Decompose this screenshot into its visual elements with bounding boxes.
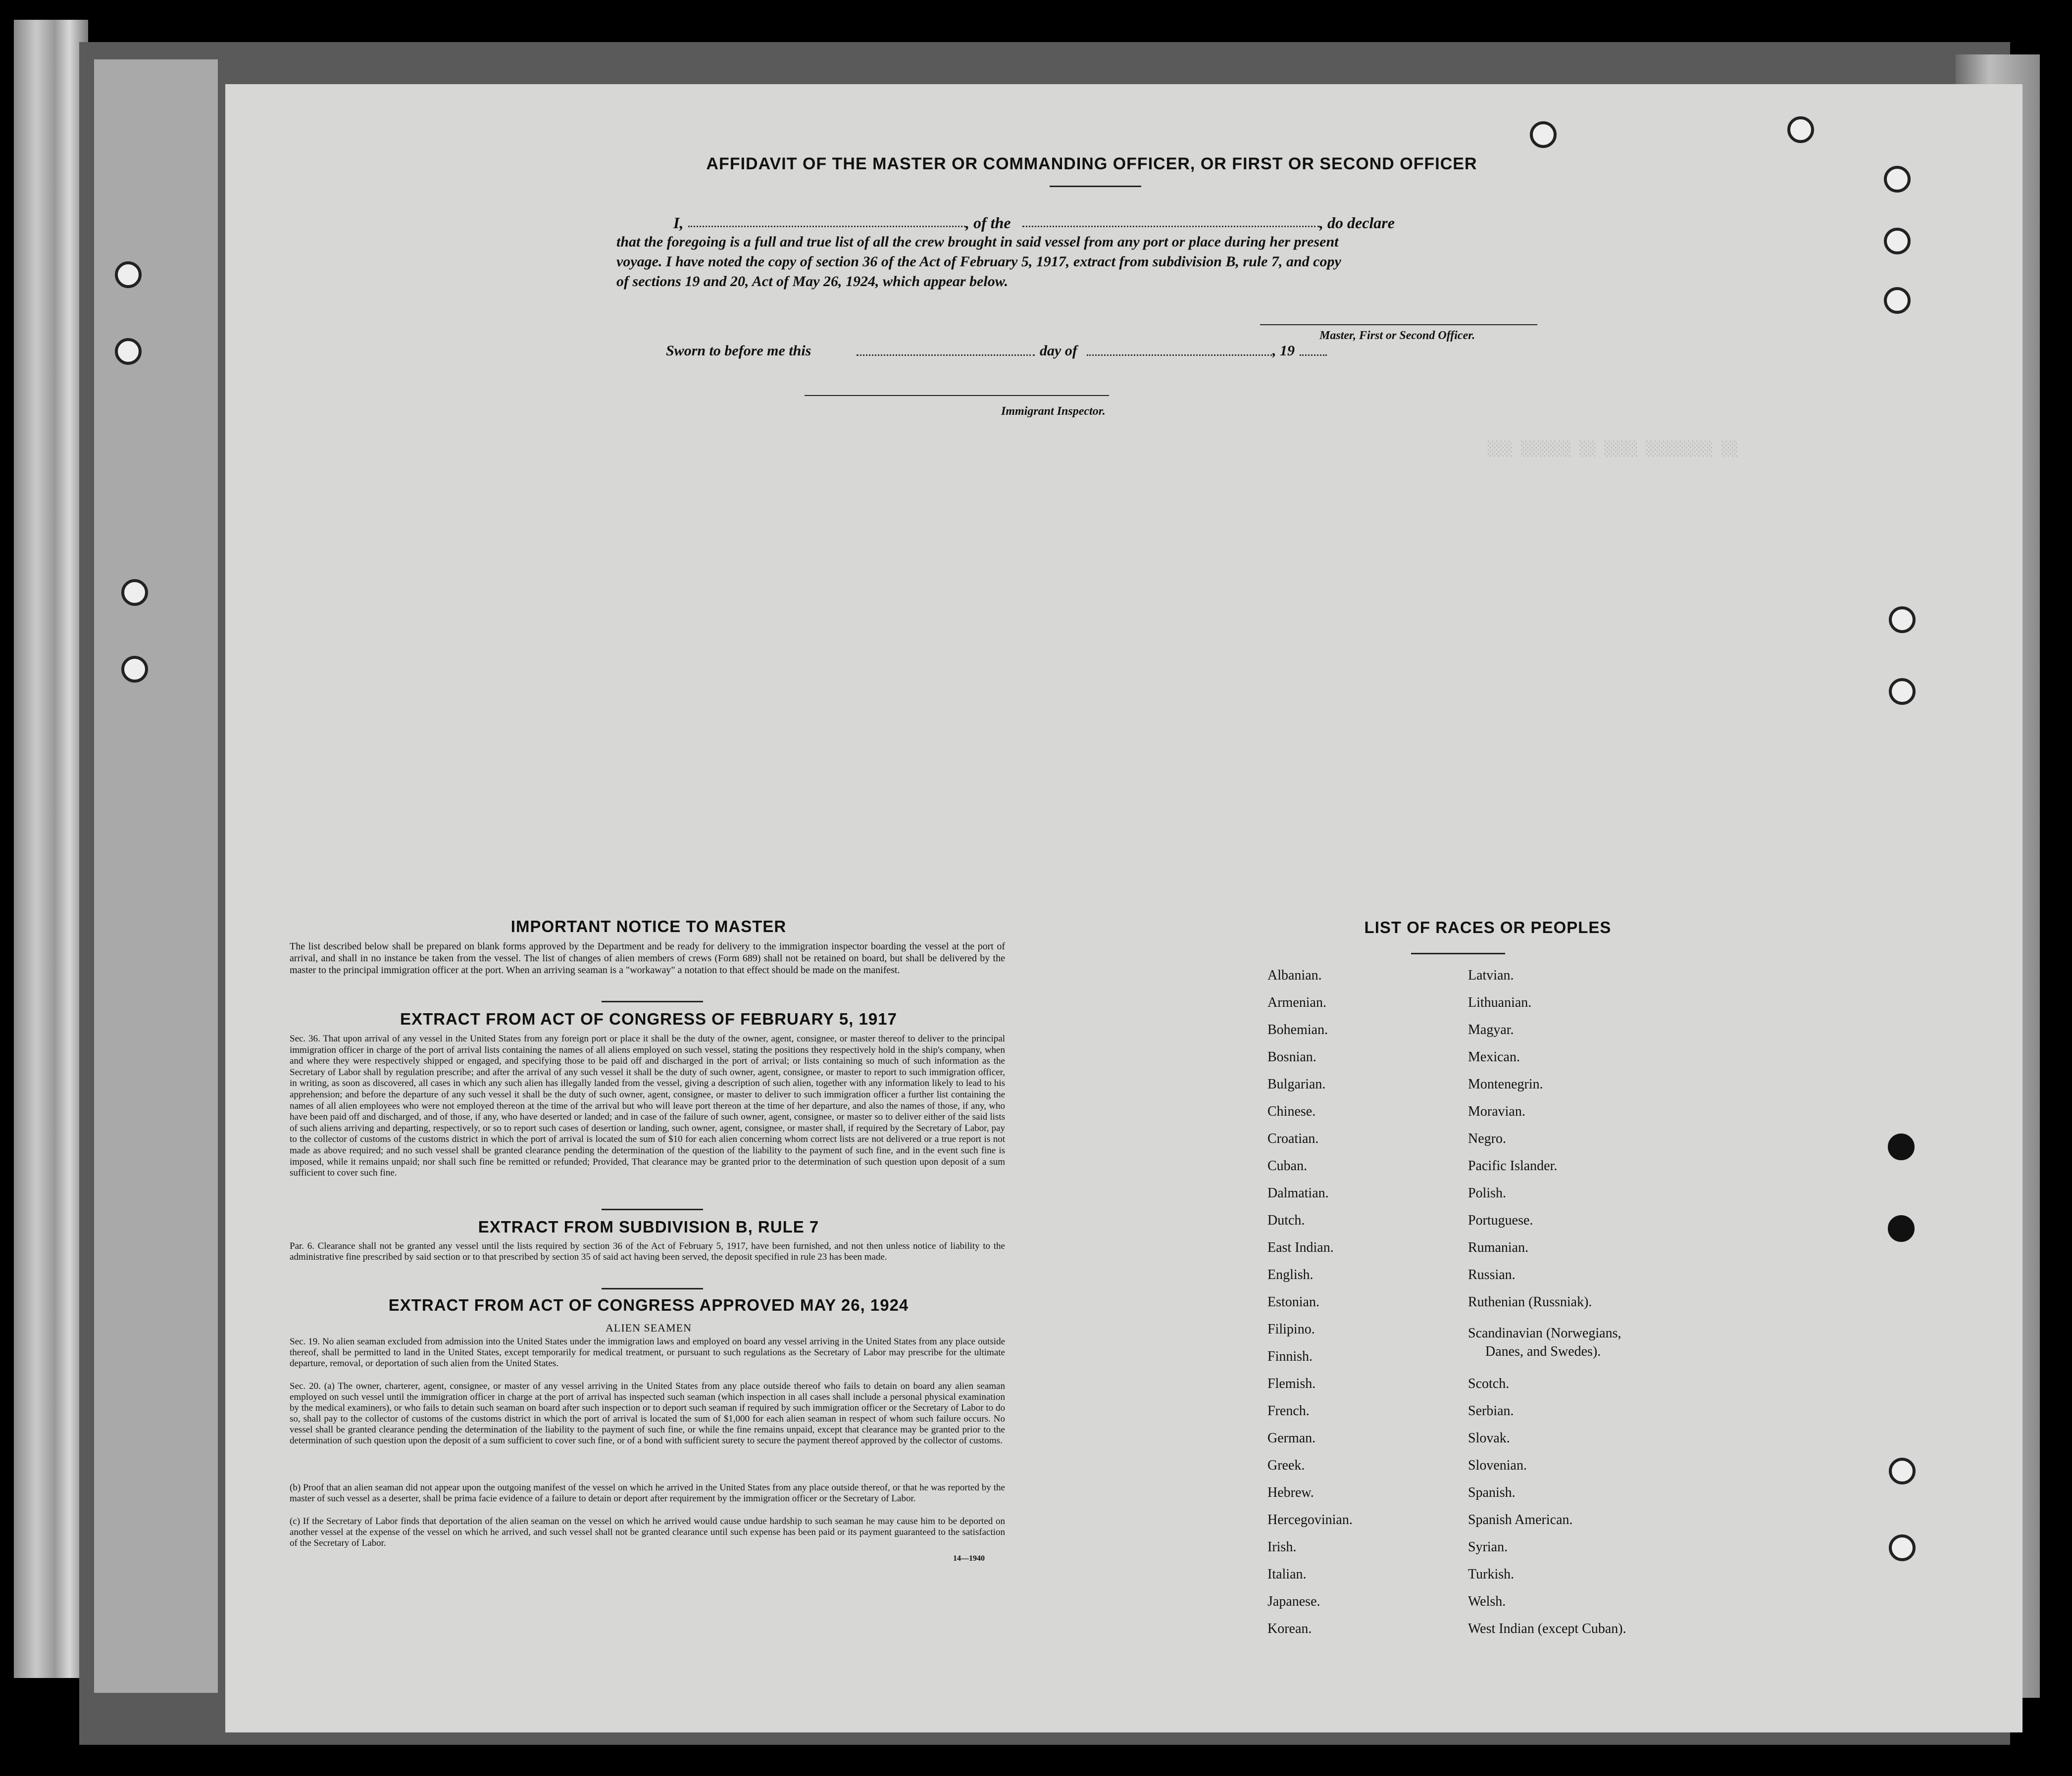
race-item: Irish. bbox=[1267, 1539, 1297, 1555]
punch-hole bbox=[1530, 121, 1557, 148]
punch-hole bbox=[1889, 606, 1916, 633]
race-item: Greek. bbox=[1267, 1458, 1305, 1473]
race-item: Slovenian. bbox=[1468, 1458, 1527, 1473]
affidavit-line-2: that the foregoing is a full and true list of all the crew brought in said vessel from any port or place during her present bbox=[616, 234, 1339, 250]
race-item: Scandinavian (Norwegians, bbox=[1468, 1326, 1621, 1341]
vessel-blank[interactable] bbox=[1022, 226, 1319, 227]
race-item: West Indian (except Cuban). bbox=[1468, 1621, 1626, 1636]
day-of-label: day of bbox=[1040, 343, 1077, 359]
race-item: Hercegovinian. bbox=[1267, 1512, 1353, 1528]
left-binding-edge bbox=[14, 20, 88, 1678]
race-item: German. bbox=[1267, 1431, 1316, 1446]
extract-1924-heading: EXTRACT FROM ACT OF CONGRESS APPROVED MAY 26, 1924 bbox=[388, 1296, 909, 1314]
divider bbox=[1050, 186, 1141, 187]
race-item: Syrian. bbox=[1468, 1539, 1508, 1555]
affidavit-of-the: , of the bbox=[965, 214, 1011, 232]
divider bbox=[602, 1001, 703, 1002]
race-item: Turkish. bbox=[1468, 1567, 1515, 1582]
races-heading: LIST OF RACES OR PEOPLES bbox=[1364, 918, 1612, 937]
sworn-day-blank[interactable] bbox=[857, 354, 1035, 356]
bleed-through-text: ░░░ ░░░░░░ ░░ ░░░░ ░░░░░░░░ ░░ bbox=[1488, 441, 1738, 457]
race-item: Croatian. bbox=[1267, 1131, 1319, 1146]
punch-hole bbox=[1889, 1458, 1916, 1484]
affidavit-line-3: voyage. I have noted the copy of section 36 of the Act of February 5, 1917, extract from subdivision B, rule 7, and copy bbox=[616, 253, 1341, 270]
race-item: Serbian. bbox=[1468, 1403, 1514, 1419]
divider bbox=[602, 1288, 703, 1289]
race-item: Welsh. bbox=[1468, 1594, 1506, 1609]
race-item: Flemish. bbox=[1267, 1376, 1316, 1391]
punch-hole bbox=[115, 338, 142, 365]
divider bbox=[602, 1209, 703, 1210]
affidavit-line-4: of sections 19 and 20, Act of May 26, 1924, which appear below. bbox=[616, 273, 1009, 290]
sworn-year-blank[interactable] bbox=[1300, 354, 1327, 356]
race-item: Portuguese. bbox=[1468, 1213, 1533, 1228]
affidavit-i: I, bbox=[673, 214, 684, 232]
signature-label: Master, First or Second Officer. bbox=[1319, 329, 1475, 342]
sec-20a-body: Sec. 20. (a) The owner, charterer, agent, consignee, or master of any vessel arriving in the United States from any place outside thereof who fails to detain on board any alien seaman employed on such vessel until the immigration officer in charge at the port of arrival has inspected such seaman (which inspection in all cases shall include a personal physical examination by the medical examiners), or who fails to detain such seaman on board after such inspection or to deport such seaman if required by such immigration officer or the Secretary of Labor to do so, shall pay to the collector of customs of the customs district in which the port of arrival is located the sum of $1,000 for each alien seaman in respect of whom such failure occurs. No vessel shall be granted clearance pending the determination of the liability to the payment of such fine, or while the fine remains unpaid, except that clearance may be granted prior to the determination of such question upon the deposit of a sum sufficient to cover such fine, or of a bond with sufficient surety to secure the payment thereof approved by the collector of customs. bbox=[290, 1381, 1005, 1446]
race-item: French. bbox=[1267, 1403, 1310, 1419]
race-item: Ruthenian (Russniak). bbox=[1468, 1294, 1592, 1310]
sec-20b-body: (b) Proof that an alien seaman did not appear upon the outgoing manifest of the vessel on which he arrived in the United States from any place outside thereof, or that he was reported by the master of such vessel as a deserter, shall be prima facie evidence of a failure to detain or deport after requirement by the immigration officer or the Secretary of Labor. bbox=[290, 1482, 1005, 1504]
sworn-month-blank[interactable] bbox=[1087, 354, 1275, 356]
punch-hole bbox=[1889, 1534, 1916, 1561]
extract-rule7-heading: EXTRACT FROM SUBDIVISION B, RULE 7 bbox=[478, 1218, 819, 1236]
race-item: Negro. bbox=[1468, 1131, 1506, 1146]
race-item: Bosnian. bbox=[1267, 1049, 1316, 1065]
race-item: Scotch. bbox=[1468, 1376, 1510, 1391]
race-item: Rumanian. bbox=[1468, 1240, 1529, 1255]
race-item: Mexican. bbox=[1468, 1049, 1520, 1065]
inspector-label: Immigrant Inspector. bbox=[1001, 405, 1106, 418]
punch-hole bbox=[1787, 116, 1814, 143]
race-item: Slovak. bbox=[1468, 1431, 1510, 1446]
form-number: 14—1940 bbox=[953, 1554, 985, 1563]
race-item: East Indian. bbox=[1267, 1240, 1334, 1255]
race-item: Montenegrin. bbox=[1468, 1077, 1543, 1092]
race-item: Latvian. bbox=[1468, 968, 1514, 983]
document-page bbox=[225, 84, 2022, 1732]
race-item: Pacific Islander. bbox=[1468, 1158, 1558, 1174]
race-item: Hebrew. bbox=[1267, 1485, 1314, 1500]
race-item: Spanish American. bbox=[1468, 1512, 1573, 1528]
divider bbox=[1411, 953, 1505, 954]
extract-1917-body: Sec. 36. That upon arrival of any vessel in the United States from any foreign port or place it shall be the duty of the owner, agent, consignee, or master thereof to deliver to the principal immigration officer in charge of the port of arrival lists containing the names of all aliens employed on such vessel, stating the positions they respectively hold in the ship's company, when and where they were respectively shipped or engaged, and specifying those to be paid off and discharged in the port of arrival; or lists containing so much of such information as the Secretary of Labor shall by regulation prescribe; and after the arrival of any such vessel it shall be the duty of such owner, agent, consignee, or master to report to such immigration officer, in writing, as soon as discovered, all cases in which any such alien has illegally landed from the vessel, giving a description of such alien, together with any information likely to lead to his apprehension; and before the departure of any such vessel it shall be the duty of such owner, agent, consignee, or master to deliver to such immigration officer a further list containing the names of all alien employees who were not employed thereon at the time of the arrival but who will leave port thereon at the time of her departure, and also the names of those, if any, who have been paid off and discharged, and of those, if any, who have deserted or landed; and in case of the failure of such owner, agent, consignee, or master so to deliver either of the said lists of such aliens arriving and departing, respectively, or so to report such cases of desertion or landing, such owner, agent, consignee, or master shall, if required by the Secretary of Labor, pay to the collector of customs of the customs district in which the port of arrival is located the sum of $10 for each alien concerning whom correct lists are not delivered or a true report is not made as above required; and no such vessel shall be granted clearance pending the determination of the question of the liability to the payment of such fine, and in the event such fine is imposed, while it remains unpaid; nor shall such fine be remitted or refunded; Provided, That clearance may be granted prior to the determination of such question upon deposit of a sum sufficient to cover such fine. bbox=[290, 1034, 1005, 1179]
notice-heading: IMPORTANT NOTICE TO MASTER bbox=[510, 917, 787, 936]
race-item: Bohemian. bbox=[1267, 1022, 1328, 1037]
race-item: Armenian. bbox=[1267, 995, 1326, 1010]
punch-hole bbox=[1888, 1215, 1915, 1242]
race-item: Danes, and Swedes). bbox=[1485, 1344, 1601, 1359]
notice-body: The list described below shall be prepared on blank forms approved by the Department and be ready for delivery to the immigration inspector boarding the vessel at the port of arrival, and shall in no instance be taken from the vessel. The list of changes of alien members of crews (Form 689) shall not be retained on board, but shall be delivered by the master to the principal immigration officer at the port. When an arriving seaman is a "workaway" a notation to that effect should be made on the manifest. bbox=[290, 941, 1005, 976]
race-item: Albanian. bbox=[1267, 968, 1322, 983]
race-item: Lithuanian. bbox=[1468, 995, 1532, 1010]
punch-hole bbox=[1884, 287, 1911, 314]
race-item: Japanese. bbox=[1267, 1594, 1320, 1609]
extract-rule7-body: Par. 6. Clearance shall not be granted any vessel until the lists required by section 36 of the Act of February 5, 1917, have been furnished, and not then unless notice of liability to the administrative fine prescribed by said section or to that prescribed by section 35 of said act having been served, the deposit specified in rule 23 has been made. bbox=[290, 1241, 1005, 1262]
punch-hole bbox=[115, 261, 142, 288]
alien-seamen-subheading: ALIEN SEAMEN bbox=[606, 1322, 692, 1334]
race-item: Estonian. bbox=[1267, 1294, 1319, 1310]
sec-20c-body: (c) If the Secretary of Labor finds that deportation of the alien seaman on the vessel on which he arrived would cause undue hardship to such seaman he may cause him to be deported on another vessel at the expense of the vessel on which he arrived, and such vessel shall not be granted clearance until such expense has been paid or its payment guaranteed to the satisfaction of the Secretary of Labor. bbox=[290, 1516, 1005, 1548]
race-item: Bulgarian. bbox=[1267, 1077, 1326, 1092]
punch-hole bbox=[1884, 228, 1911, 254]
affidavit-do-declare: , do declare bbox=[1319, 214, 1395, 232]
punch-hole bbox=[1884, 166, 1911, 193]
signature-line[interactable] bbox=[1260, 324, 1537, 325]
punch-hole bbox=[1889, 678, 1916, 705]
race-item: English. bbox=[1267, 1267, 1314, 1283]
race-item: Korean. bbox=[1267, 1621, 1312, 1636]
affidavit-heading: AFFIDAVIT OF THE MASTER OR COMMANDING OFFICER, OR FIRST OR SECOND OFFICER bbox=[706, 154, 1477, 173]
race-item: Cuban. bbox=[1267, 1158, 1308, 1174]
race-item: Russian. bbox=[1468, 1267, 1516, 1283]
race-item: Finnish. bbox=[1267, 1349, 1313, 1364]
inspector-signature-line[interactable] bbox=[805, 395, 1109, 396]
underlying-page-left bbox=[94, 59, 218, 1693]
race-item: Filipino. bbox=[1267, 1322, 1315, 1337]
race-item: Spanish. bbox=[1468, 1485, 1516, 1500]
race-item: Moravian. bbox=[1468, 1104, 1525, 1119]
name-blank[interactable] bbox=[688, 226, 965, 227]
punch-hole bbox=[1888, 1134, 1915, 1160]
extract-1917-heading: EXTRACT FROM ACT OF CONGRESS OF FEBRUARY 5, 1917 bbox=[400, 1010, 897, 1028]
sworn-label: Sworn to before me this bbox=[666, 343, 811, 359]
punch-hole bbox=[121, 579, 148, 606]
race-item: Magyar. bbox=[1468, 1022, 1514, 1037]
race-item: Dutch. bbox=[1267, 1213, 1305, 1228]
race-item: Dalmatian. bbox=[1267, 1185, 1329, 1201]
year-label: , 19 bbox=[1272, 343, 1295, 359]
sec-19-body: Sec. 19. No alien seaman excluded from admission into the United States under the immigration laws and employed on board any vessel arriving in the United States from any place outside thereof, shall be permitted to land in the United States, except temporarily for medical treatment, or pursuant to such regulations as the Secretary of Labor may prescribe for the ultimate departure, removal, or deportation of such alien from the United States. bbox=[290, 1336, 1005, 1369]
race-item: Italian. bbox=[1267, 1567, 1307, 1582]
race-item: Polish. bbox=[1468, 1185, 1507, 1201]
punch-hole bbox=[121, 656, 148, 683]
race-item: Chinese. bbox=[1267, 1104, 1316, 1119]
